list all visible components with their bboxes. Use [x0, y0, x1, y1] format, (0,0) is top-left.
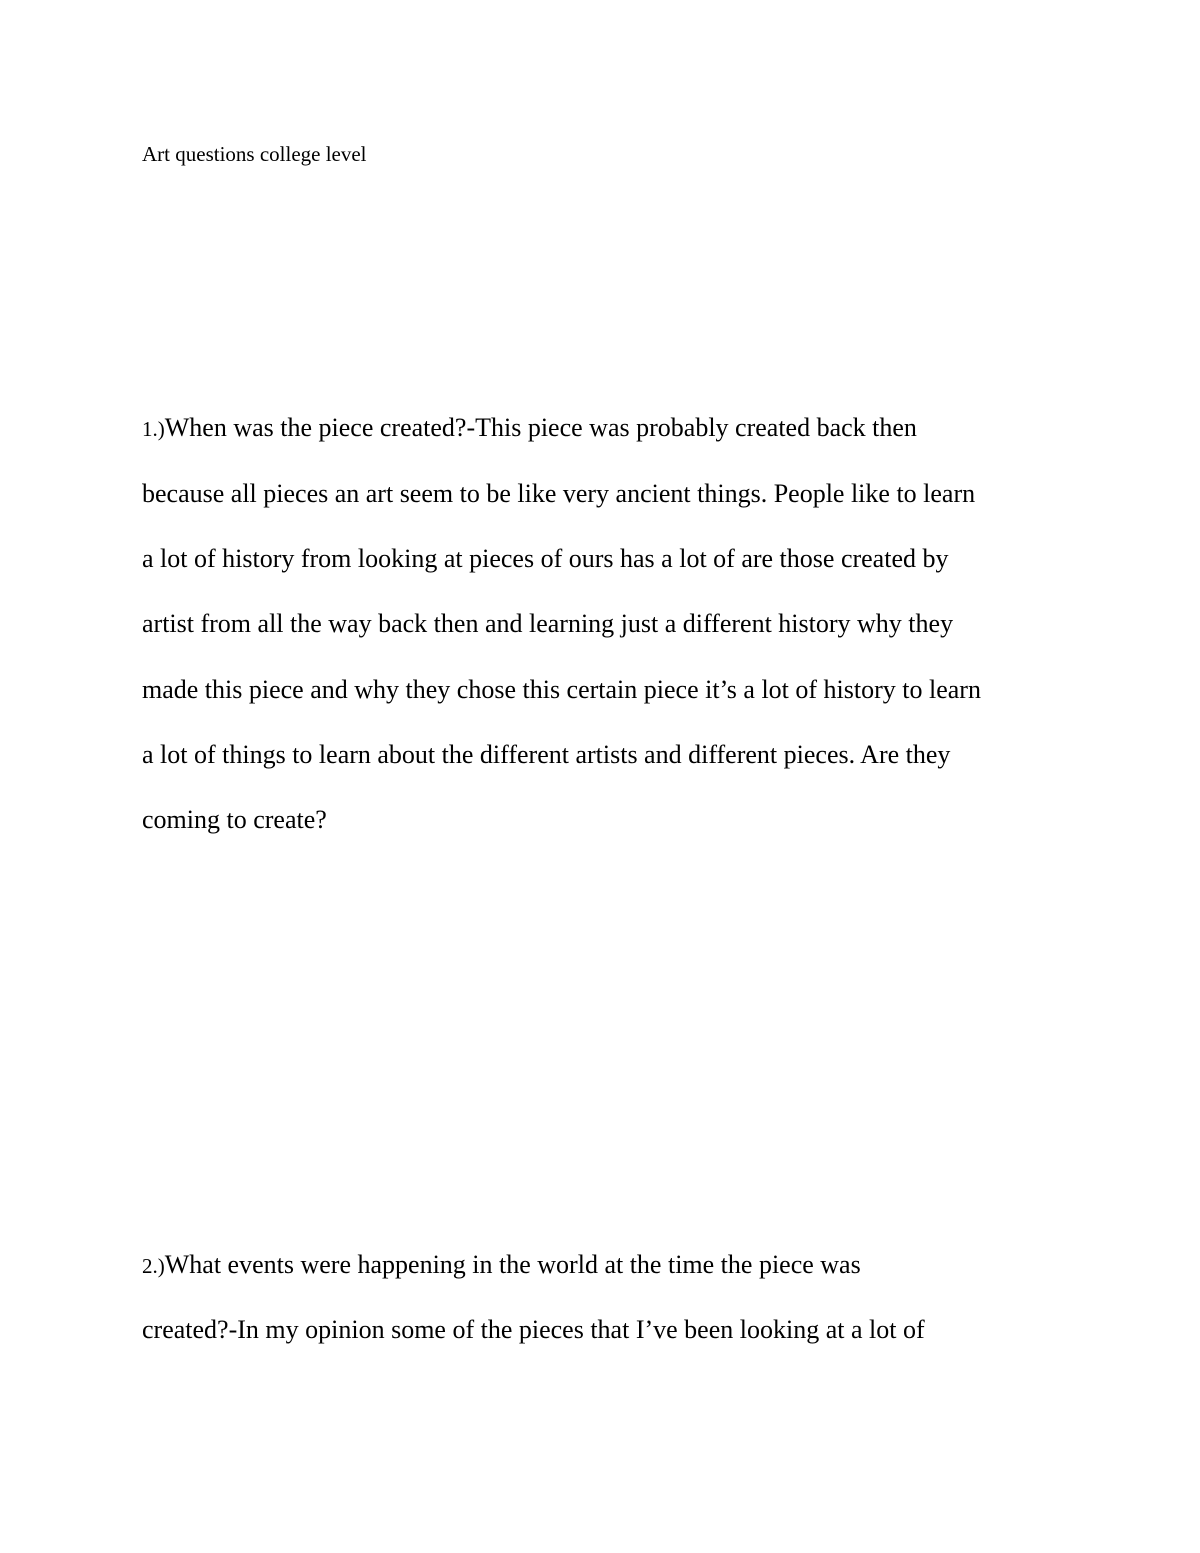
- question-1-line-2: because all pieces an art seem to be like very ancient things. People like to learn: [142, 479, 976, 508]
- question-1-line-3: a lot of history from looking at pieces of ours has a lot of are those created by: [142, 544, 949, 573]
- question-2-line-1-text: What events were happening in the world at the time the piece was: [164, 1250, 861, 1279]
- question-2-number: 2.): [142, 1254, 165, 1278]
- question-2-line-2: created?-In my opinion some of the pieces that I’ve been looking at a lot of: [142, 1315, 925, 1344]
- question-2-line-1: [142, 1249, 861, 1282]
- question-1-number: 1.): [142, 417, 165, 441]
- document-title: Art questions college level: [142, 142, 367, 166]
- question-1-line-6: a lot of things to learn about the different artists and different pieces. Are they: [142, 740, 951, 769]
- question-1-line-4: artist from all the way back then and learning just a different history why they: [142, 609, 954, 638]
- question-1-line-1: [142, 412, 917, 445]
- question-1-line-1-text: When was the piece created?-This piece was probably created back then: [164, 413, 917, 442]
- question-1-line-5: made this piece and why they chose this certain piece it’s a lot of history to learn: [142, 675, 981, 704]
- question-1-line-7: coming to create?: [142, 805, 327, 834]
